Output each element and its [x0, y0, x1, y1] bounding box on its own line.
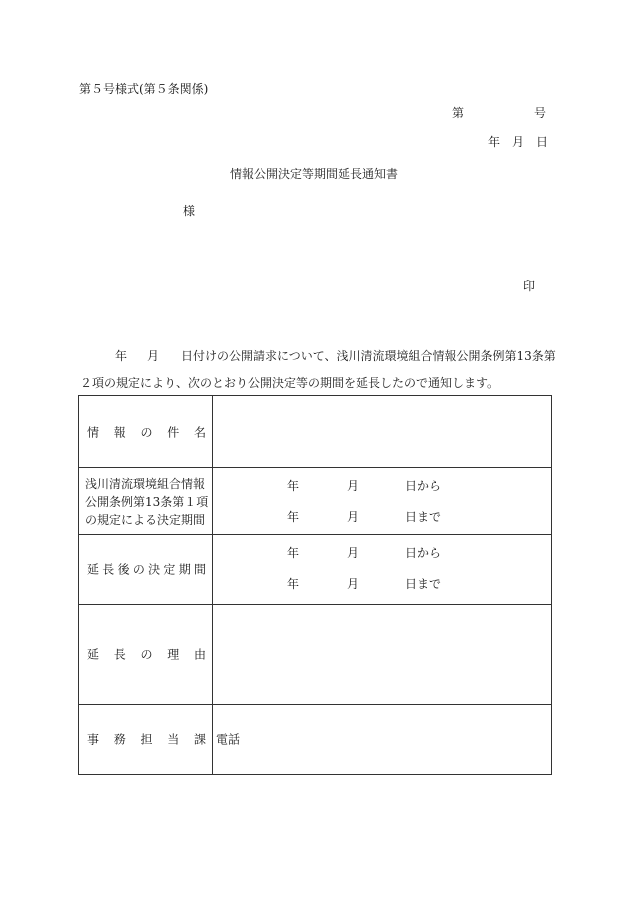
- label-char: 情: [87, 425, 100, 439]
- row-original-period: [79, 467, 551, 535]
- extended-period-label: [87, 561, 206, 578]
- reason-label: [87, 646, 206, 663]
- period-day-to: 日まで: [405, 577, 442, 591]
- subject-label: [87, 423, 206, 440]
- row-extended-period: [79, 534, 551, 605]
- information-table: [78, 395, 552, 775]
- body-line-1-text: 日付けの公開請求について、浅川清流環境組合情報公開条例第13条第: [181, 349, 556, 363]
- label-line: 浅川清流環境組合情報: [85, 477, 206, 491]
- label-char: 名: [193, 425, 206, 439]
- extended-period-value-cell[interactable]: [213, 534, 551, 604]
- label-char: 間: [193, 562, 206, 577]
- subject-label-cell: [79, 396, 213, 467]
- period-day-to: 日まで: [405, 510, 442, 524]
- seal-mark: 印: [523, 279, 536, 293]
- subject-value-cell[interactable]: [213, 396, 551, 467]
- label-line: の規定による決定期間: [85, 513, 206, 527]
- document-number-prefix: 第: [452, 106, 465, 120]
- period-day-from: 日から: [405, 546, 442, 560]
- period-month: 月: [347, 577, 360, 591]
- period-month: 月: [347, 510, 360, 524]
- label-char: 由: [193, 647, 206, 662]
- body-line-2: ２項の規定により、次のとおり公開決定等の期間を延長したので通知します。: [80, 376, 500, 390]
- form-number: 第５号様式(第５条関係): [79, 82, 209, 96]
- label-char: 延: [87, 647, 100, 662]
- document-title: 情報公開決定等期間延長通知書: [230, 167, 399, 181]
- addressee-suffix: 様: [183, 204, 196, 218]
- label-char: 延: [87, 562, 100, 577]
- original-period-value-cell[interactable]: [213, 467, 551, 534]
- extended-period-label-cell: [79, 534, 213, 604]
- period-year: 年: [287, 510, 300, 524]
- department-label-cell: [79, 704, 213, 774]
- label-char: 後: [117, 562, 130, 577]
- period-year: 年: [287, 546, 300, 560]
- department-label: [87, 731, 206, 748]
- label-char: 担: [140, 732, 153, 747]
- extended-period-from: [287, 544, 467, 560]
- original-period-label-cell: [79, 467, 213, 534]
- document-number-suffix: 号: [534, 106, 547, 120]
- label-char: 務: [113, 732, 126, 747]
- body-year: 年: [115, 349, 128, 363]
- reason-value-cell[interactable]: [213, 604, 551, 704]
- label-char: 長: [102, 562, 115, 577]
- label-char: 決: [148, 562, 161, 577]
- label-char: 当: [167, 732, 180, 747]
- department-value-cell[interactable]: [213, 704, 551, 774]
- body-month: 月: [147, 349, 160, 363]
- label-char: 課: [193, 732, 206, 747]
- label-char: の: [132, 562, 145, 577]
- period-month: 月: [347, 546, 360, 560]
- reason-label-cell: [79, 604, 213, 704]
- extended-period-to: [287, 575, 467, 591]
- document-number: [452, 104, 547, 121]
- label-char: 事: [87, 732, 100, 747]
- period-year: 年: [287, 479, 300, 493]
- body-line-1: [115, 347, 556, 364]
- label-char: 件: [167, 425, 180, 439]
- row-subject: [79, 396, 551, 468]
- row-department: [79, 704, 551, 774]
- original-period-from: [287, 477, 467, 493]
- row-reason: [79, 604, 551, 705]
- period-year: 年: [287, 577, 300, 591]
- label-char: 理: [167, 647, 180, 662]
- label-char: 期: [178, 562, 191, 577]
- original-period-label: [85, 475, 208, 529]
- original-period-to: [287, 508, 467, 524]
- label-char: の: [140, 647, 153, 662]
- period-day-from: 日から: [405, 479, 442, 493]
- phone-label: 電話: [216, 732, 241, 747]
- label-char: 定: [163, 562, 176, 577]
- label-char: の: [140, 425, 153, 439]
- label-char: 長: [113, 647, 126, 662]
- label-char: 報: [113, 425, 126, 439]
- label-line: 公開条例第13条第１項: [85, 495, 209, 509]
- document-date: 年 月 日: [488, 135, 549, 149]
- period-month: 月: [347, 479, 360, 493]
